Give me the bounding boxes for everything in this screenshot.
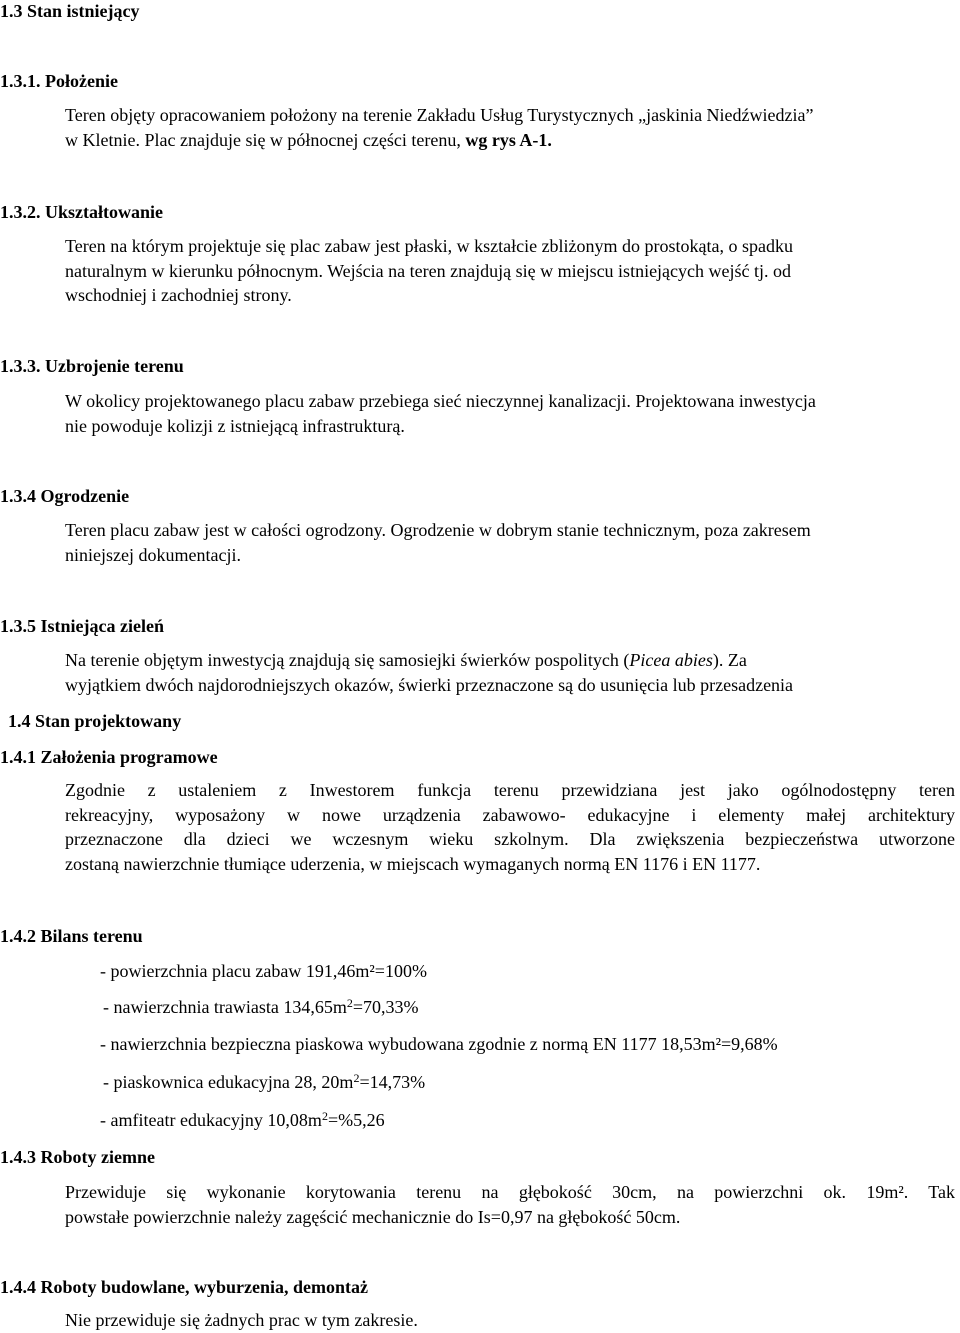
- paragraph-line: wyjątkiem dwóch najdorodniejszych okazów, świerki przeznaczone są do usunięcia lub przesadzenia: [65, 674, 794, 695]
- heading-1-4-3: 1.4.3 Roboty ziemne: [0, 1147, 155, 1167]
- balance-item-plac: - powierzchnia placu zabaw 191,46m²=100%: [100, 961, 427, 981]
- paragraph-line: powstałe powierzchnie należy zagęścić mechanicznie do Is=0,97 na głębokość 50cm.: [65, 1206, 681, 1227]
- heading-1-3-5: 1.3.5 Istniejąca zieleń: [0, 616, 164, 636]
- paragraph-line: Teren na którym projektuje się plac zabaw jest płaski, w kształcie zbliżonym do prostokąta, o spadku: [65, 236, 794, 256]
- paragraph-zielen: [65, 648, 955, 697]
- heading-1-4-2: 1.4.2 Bilans terenu: [0, 926, 143, 946]
- heading-1-3-4: 1.3.4 Ogrodzenie: [0, 486, 130, 506]
- heading-1-3-1: 1.3.1. Położenie: [0, 71, 118, 91]
- latin-species-name: Picea abies: [629, 650, 713, 670]
- paragraph-roboty-budowlane: [65, 1308, 955, 1333]
- paragraph-polozenie: [65, 103, 955, 152]
- paragraph-zalozenia: [65, 778, 955, 876]
- paragraph-line: naturalnym w kierunku północnym. Wejścia na teren znajdują się w miejscu istniejących wejść tj. od: [65, 260, 792, 281]
- balance-item-amfiteatr: - amfiteatr edukacyjny $10,08m^2=\%5,26$: [100, 1109, 385, 1130]
- paragraph-line: Nie przewiduje się żadnych prac w tym zakresie.: [65, 1310, 418, 1330]
- paragraph-line: niniejszej dokumentacji.: [65, 544, 241, 565]
- paragraph-line: Zgodnie z ustaleniem z Inwestorem funkcja terenu przewidziana jest jako ogólnodostępny teren: [65, 780, 955, 800]
- paragraph-line: przeznaczone dla dzieci we wczesnym wieku szkolnym. Dla zwiększenia bezpieczeństwa utworzone: [65, 829, 955, 849]
- paragraph-line: Przewiduje się wykonanie korytowania terenu na głębokość 30cm, na powierzchni ok. 19m². Tak: [65, 1182, 955, 1202]
- paragraph-line: Na terenie objętym inwestycją znajdują się samosiejki świerków pospolitych (Picea abies). Za: [65, 650, 747, 670]
- paragraph-line: rekreacyjny, wyposażony w nowe urządzenia zabawowo- edukacyjne i elementy małej architektury: [65, 804, 955, 825]
- balance-item-trawiasta: - nawierzchnia trawiasta $134,65m^2=70,33\%$: [103, 996, 419, 1017]
- paragraph-line: W okolicy projektowanego placu zabaw przebiega sieć nieczynnej kanalizacji. Projektowana inwestycja: [65, 391, 816, 411]
- paragraph-line: w Kletnie. Plac znajduje się w północnej części terenu, wg rys A-1.: [65, 129, 552, 150]
- heading-1-3-2: 1.3.2. Ukształtowanie: [0, 202, 163, 222]
- paragraph-line: Teren objęty opracowaniem położony na terenie Zakładu Usług Turystycznych „jaskinia Niedźwiedzia”: [65, 105, 814, 125]
- heading-1-4-4: 1.4.4 Roboty budowlane, wyburzenia, demontaż: [0, 1277, 369, 1297]
- heading-1-3-3: 1.3.3. Uzbrojenie terenu: [0, 356, 184, 376]
- balance-item-piaskowa: - nawierzchnia bezpieczna piaskowa wybudowana zgodnie z normą EN 1177 18,53m²=9,68%: [100, 1034, 778, 1054]
- heading-1-4-1: 1.4.1 Założenia programowe: [0, 747, 218, 767]
- paragraph-line: wschodniej i zachodniej strony.: [65, 285, 292, 305]
- paragraph-uksztaltowanie: [65, 234, 955, 308]
- heading-1-3: 1.3 Stan istniejący: [0, 1, 140, 21]
- paragraph-line: zostaną nawierzchnie tłumiące uderzenia, w miejscach wymaganych normą EN 1176 i EN 1177.: [65, 853, 761, 874]
- heading-1-4: 1.4 Stan projektowany: [8, 711, 182, 731]
- paragraph-ogrodzenie: [65, 518, 955, 567]
- figure-reference: wg rys A-1.: [465, 129, 552, 150]
- paragraph-line: Teren placu zabaw jest w całości ogrodzony. Ogrodzenie w dobrym stanie technicznym, poza zakresem: [65, 520, 811, 540]
- paragraph-line: nie powoduje kolizji z istniejącą infrastrukturą.: [65, 415, 405, 436]
- paragraph-uzbrojenie: [65, 389, 955, 438]
- balance-item-piaskownica: - piaskownica edukacyjna 28, $20m^2=14,73\%$: [103, 1071, 426, 1092]
- paragraph-roboty-ziemne: [65, 1180, 955, 1229]
